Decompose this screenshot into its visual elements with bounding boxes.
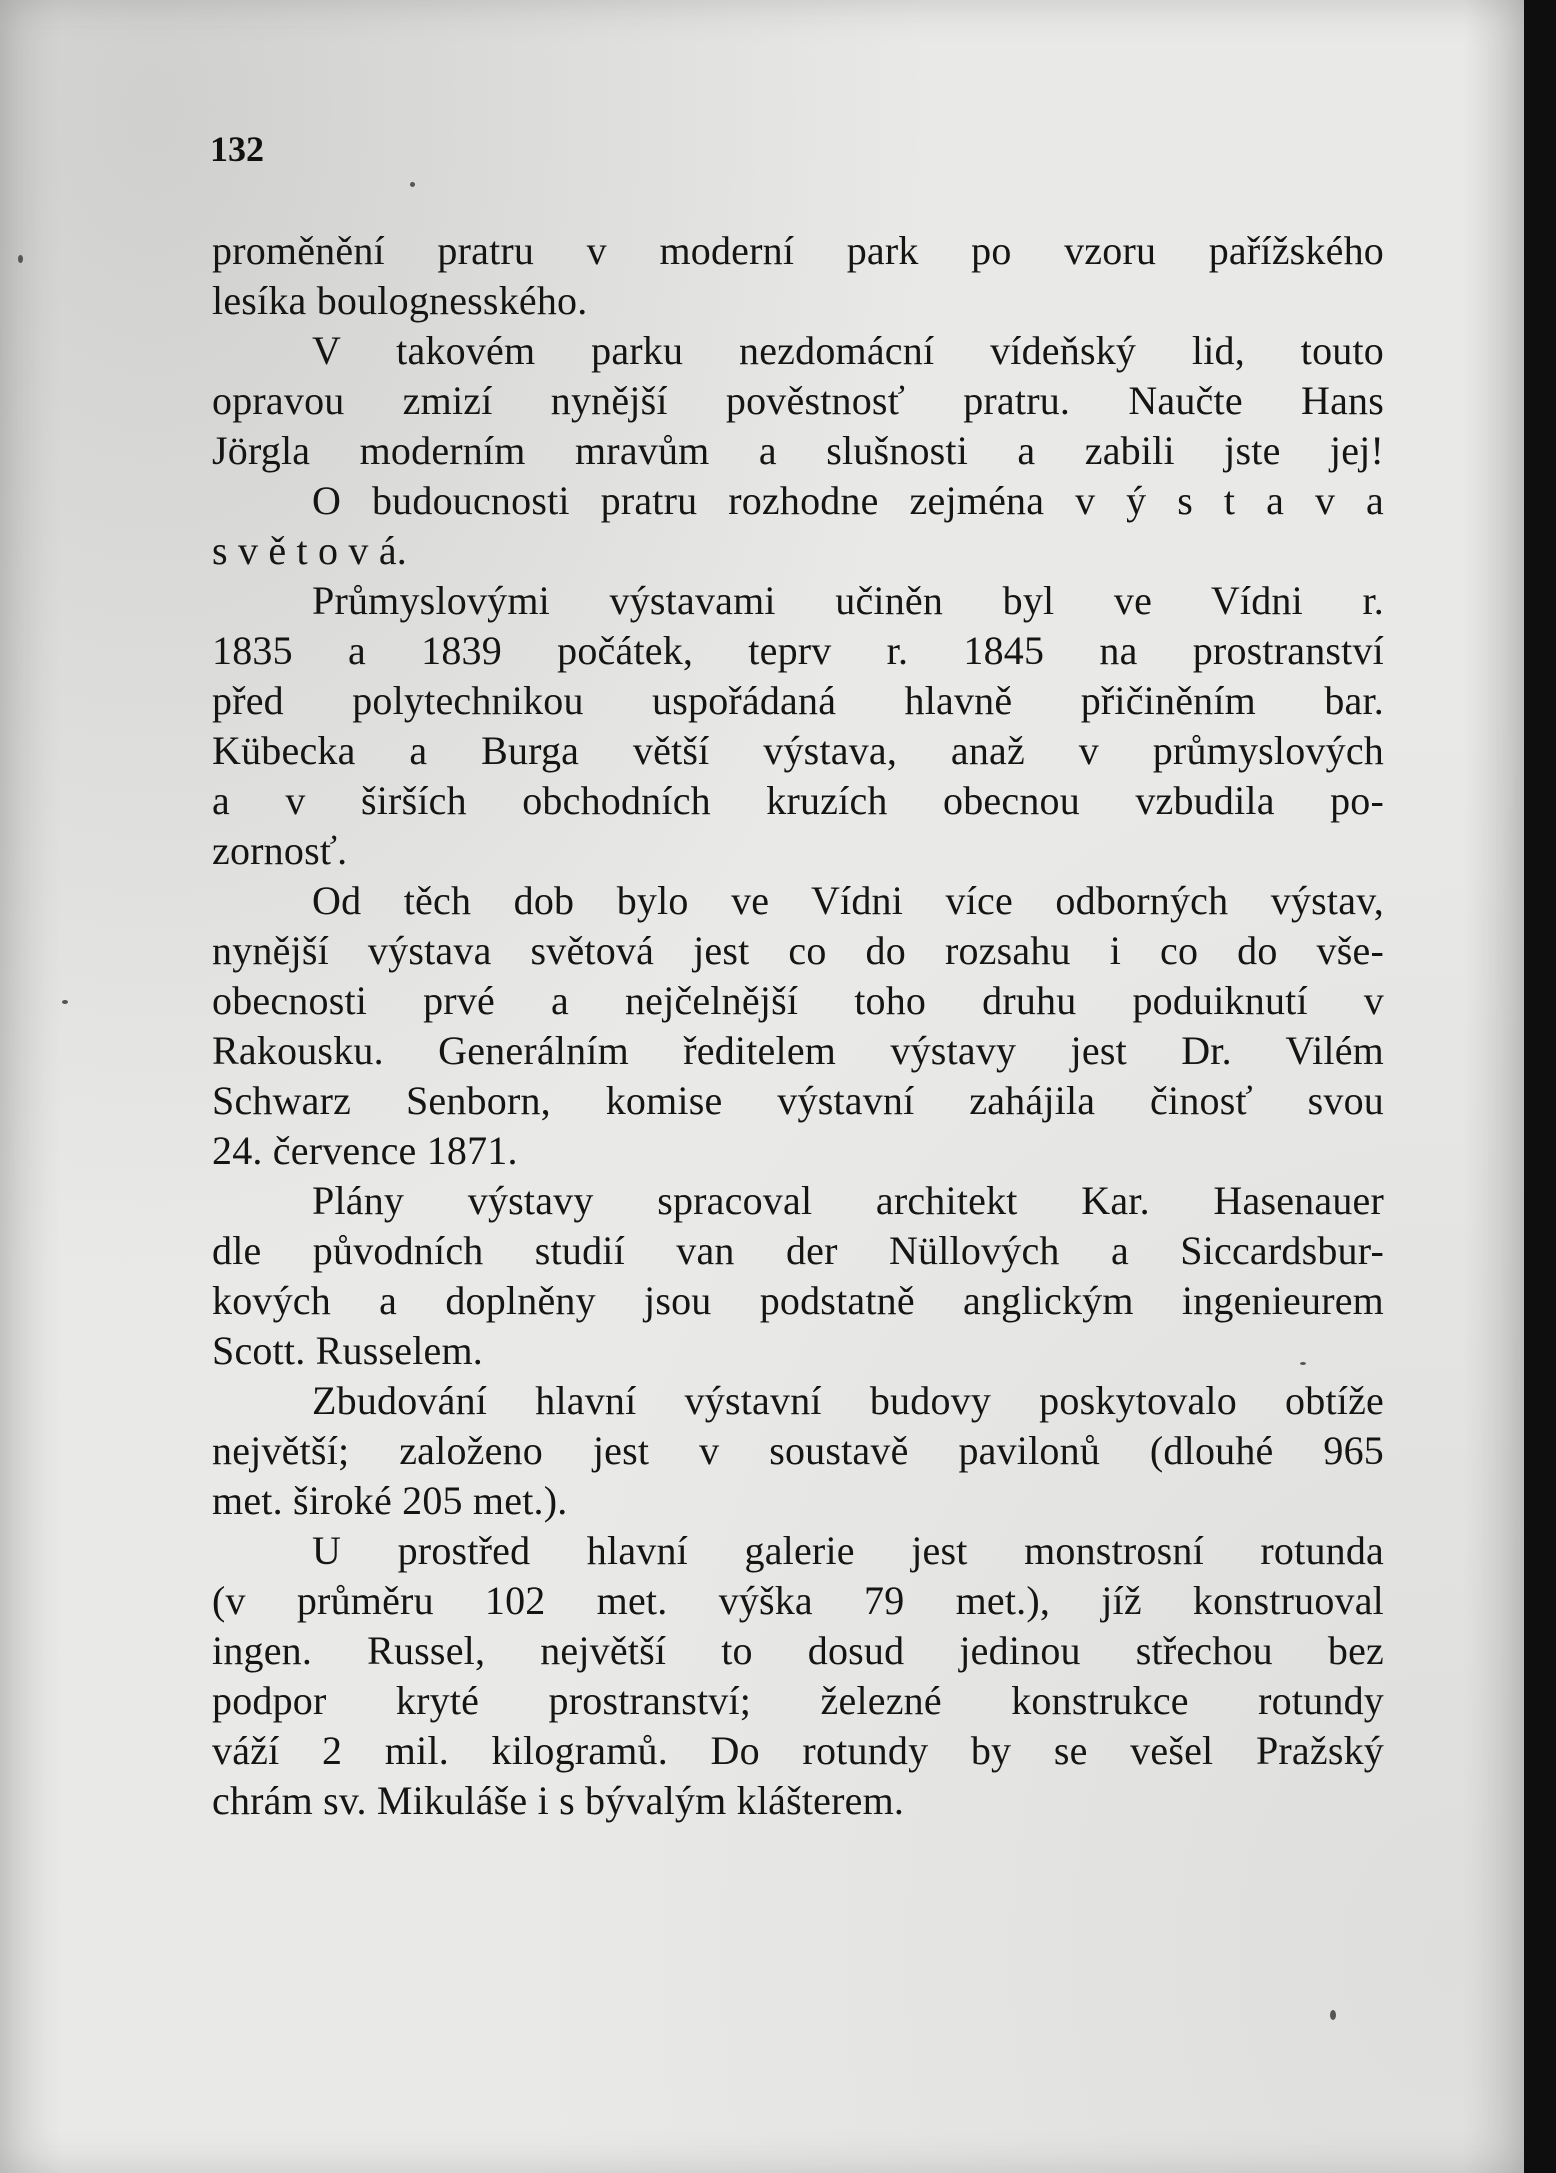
text-line: 24. července 1871. bbox=[212, 1128, 518, 1173]
text-line: Schwarz Senborn, komise výstavní zahájila činosť svou bbox=[212, 1078, 1384, 1123]
paragraph bbox=[212, 1376, 1384, 1526]
paragraph bbox=[212, 326, 1384, 476]
text-line: lesíka boulognesského. bbox=[212, 278, 588, 323]
paragraph bbox=[212, 476, 1384, 576]
text-line: a v širších obchodních kruzích obecnou vzbudila po- bbox=[212, 778, 1384, 823]
text-line: (v průměru 102 met. výška 79 met.), jíž konstruoval bbox=[212, 1578, 1384, 1623]
scan-speck bbox=[1330, 2010, 1336, 2020]
text-line: Plány výstavy spracoval architekt Kar. Hasenauer bbox=[312, 1178, 1384, 1223]
text-line: dle původních studií van der Nüllových a Siccardsbur- bbox=[212, 1228, 1384, 1273]
text-line: Jörgla moderním mravům a slušnosti a zabili jste jej! bbox=[212, 428, 1384, 473]
text-line: kových a doplněny jsou podstatně anglickým ingenieurem bbox=[212, 1278, 1384, 1323]
text-line: podpor kryté prostranství; železné konstrukce rotundy bbox=[212, 1678, 1384, 1723]
paragraph bbox=[212, 226, 1384, 326]
text-line: váží 2 mil. kilogramů. Do rotundy by se vešel Pražský bbox=[212, 1728, 1384, 1773]
paragraph bbox=[212, 876, 1384, 1176]
scan-border bbox=[1524, 0, 1556, 2173]
text-line: Průmyslovými výstavami učiněn byl ve Vídni r. bbox=[312, 578, 1384, 623]
paragraph bbox=[212, 1176, 1384, 1376]
page-number: 132 bbox=[210, 129, 264, 169]
text-line: 1835 a 1839 počátek, teprv r. 1845 na prostranství bbox=[212, 628, 1384, 673]
text-line: největší; založeno jest v soustavě pavilonů (dlouhé 965 bbox=[212, 1428, 1384, 1473]
paragraph bbox=[212, 1526, 1384, 1826]
body-text bbox=[212, 226, 1384, 1826]
text-line: opravou zmizí nynější pověstnosť pratru. Naučte Hans bbox=[212, 378, 1384, 423]
text-line: Od těch dob bylo ve Vídni více odborných výstav, bbox=[312, 878, 1384, 923]
text-line: obecnosti prvé a nejčelnější toho druhu poduiknutí v bbox=[212, 978, 1384, 1023]
text-line: ingen. Russel, největší to dosud jedinou střechou bez bbox=[212, 1628, 1384, 1673]
text-line: chrám sv. Mikuláše i s bývalým klášterem. bbox=[212, 1778, 905, 1823]
paragraph bbox=[212, 576, 1384, 876]
text-line: Kübecka a Burga větší výstava, anaž v průmyslových bbox=[212, 728, 1384, 773]
text-line: met. široké 205 met.). bbox=[212, 1478, 568, 1523]
text-line: zornosť. bbox=[212, 828, 348, 873]
scan-speck bbox=[62, 1000, 68, 1004]
text-line: Zbudování hlavní výstavní budovy poskytovalo obtíže bbox=[312, 1378, 1384, 1423]
text-line: V takovém parku nezdomácní vídeňský lid, touto bbox=[312, 328, 1384, 373]
text-line: U prostřed hlavní galerie jest monstrosní rotunda bbox=[312, 1528, 1384, 1573]
text-line: proměnění pratru v moderní park po vzoru pařížského bbox=[212, 228, 1384, 273]
text-line: Rakousku. Generálním ředitelem výstavy jest Dr. Vilém bbox=[212, 1028, 1384, 1073]
text-line: nynější výstava světová jest co do rozsahu i co do vše- bbox=[212, 928, 1384, 973]
text-line: před polytechnikou uspořádaná hlavně přičiněním bar. bbox=[212, 678, 1384, 723]
text-line: O budoucnosti pratru rozhodne zejména v ý s t a v a bbox=[312, 478, 1384, 523]
text-line: Scott. Russelem. bbox=[212, 1328, 483, 1373]
text-line: s v ě t o v á. bbox=[212, 528, 407, 573]
scan-speck bbox=[410, 182, 415, 187]
scan-speck bbox=[18, 255, 23, 263]
